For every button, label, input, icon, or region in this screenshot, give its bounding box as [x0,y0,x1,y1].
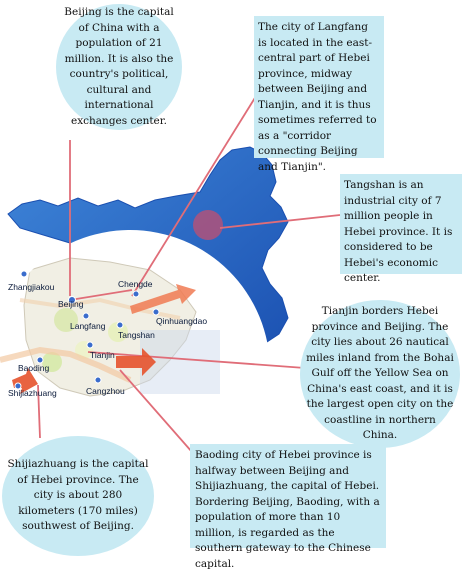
label-tianjin: Tianjin [90,350,115,360]
callout-langfang [254,16,384,173]
label-beijing: Beijing [58,299,84,309]
label-cangzhou: Cangzhou [86,386,125,396]
callout-shijiazhuang [2,436,154,556]
marker-cangzhou [95,377,101,383]
label-langfang: Langfang [70,321,106,331]
label-baoding: Baoding [18,363,50,373]
label-shijiazhuang: Shijiazhuang [8,388,57,398]
callout-shijiazhuang-text: Shijiazhuang is the capital of Hebei province. The city is about 280 kilometers (170 miles) southwest of Beijing. [7,458,149,533]
marker-tianjin [87,342,93,348]
callout-tianjin [300,300,460,448]
callout-baoding [190,444,386,570]
marker-qinhuangdao [153,309,159,315]
marker-chengde [133,291,139,297]
marker-langfang [83,313,89,319]
label-chengde: Chengde [118,279,153,289]
callout-tangshan [340,174,462,284]
label-tangshan: Tangshan [118,330,155,340]
callout-beijing-text: Beijing is the capital of China with a population of 21 million. It is also the country's political, cultural and international exchanges center. [64,6,174,127]
callout-baoding-text: Baoding city of Hebei province is halfway between Beijing and Shijiazhuang, the capital of Hebei. Bordering Beijing, Baoding, with a population of more than 10 million, is regarded as the southern gateway to the Chinese capital. [195,449,380,570]
callout-beijing [56,4,182,130]
region-highlight-circle [193,210,223,240]
callout-tianjin-text: Tianjin borders Hebei province and Beijing. The city lies about 26 nautical miles inland from the Bohai Gulf off the Yellow Sea on China's east coast, and it is the largest open city on the coastline in northern China. [306,305,454,442]
callout-langfang-text: The city of Langfang is located in the east-central part of Hebei province, midway between Beijing and Tianjin, and it is thus sometimes referred to as a "corridor connecting Beijing and Tianjin". [258,21,377,173]
label-zhangjiakou: Zhangjiakou [8,282,55,292]
callout-tangshan-text: Tangshan is an industrial city of 7 million people in Hebei province. It is considered to be Hebei's economic center. [344,179,453,284]
marker-zhangjiakou [21,271,27,277]
label-qinhuangdao: Qinhuangdao [156,316,208,326]
marker-tangshan [117,322,123,328]
